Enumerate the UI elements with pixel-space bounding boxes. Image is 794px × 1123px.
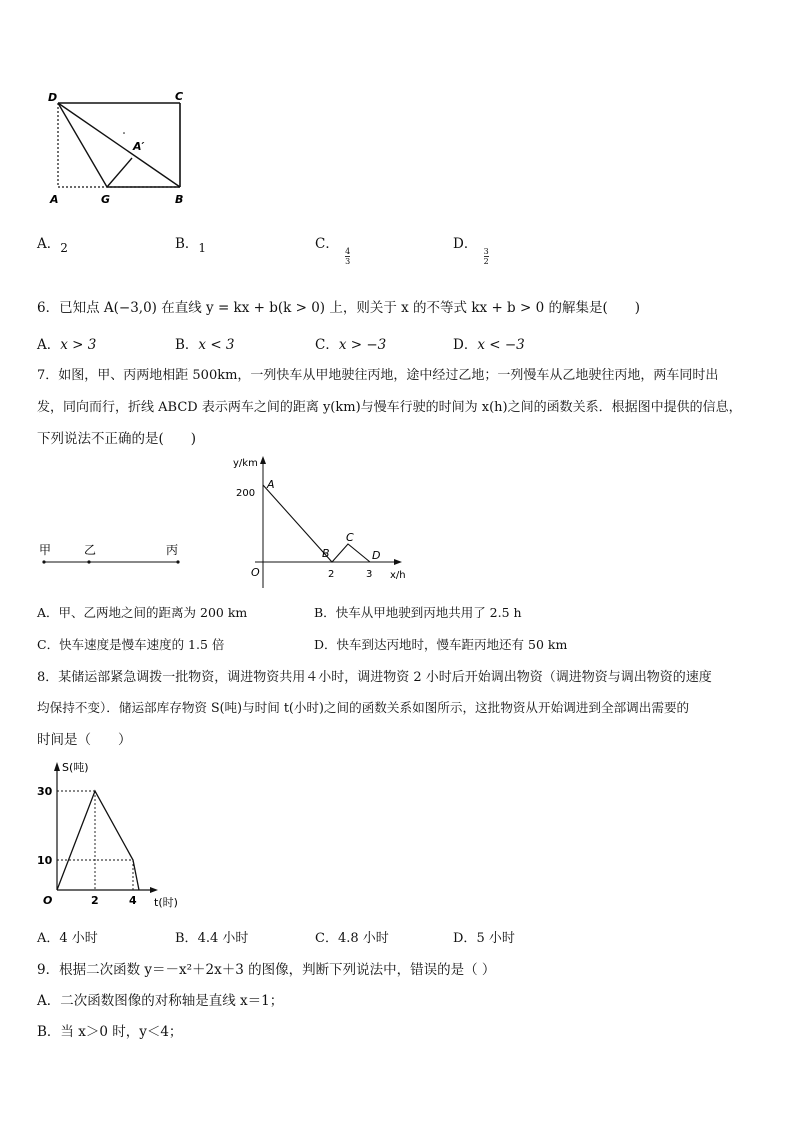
q9-option-a[interactable]: A．二次函数图像的对称轴是直线 x＝1； <box>37 993 284 1009</box>
place-jia: 甲 <box>39 543 52 557</box>
q8-stem-line-2: 均保持不变）．储运部库存物资 S(吨)与时间 t(小时)之间的函数关系如图所示，这批物资从开始调进到全部调出需要的 <box>37 700 690 715</box>
fraction-3-2: $\frac{3}{2}$ <box>483 247 489 266</box>
q7-stem-line-3: 下列说法不正确的是( ) <box>37 431 197 447</box>
y-tick-200: 200 <box>236 488 256 499</box>
q7-option-d[interactable]: D．快车到达丙地时，慢车距丙地还有 50 km <box>314 637 568 652</box>
q8-option-d[interactable]: D．5 小时 <box>453 931 515 946</box>
place-bing: 丙 <box>166 543 179 557</box>
q6-option-a[interactable]: A．x > 3 <box>37 337 97 353</box>
label-A: A <box>50 193 59 206</box>
x-tick-3: 3 <box>366 569 373 580</box>
y-tick-10: 10 <box>37 854 53 867</box>
x-axis-label: x/h <box>390 570 406 581</box>
s-axis-label: S(吨) <box>62 761 89 774</box>
x-tick-2: 2 <box>91 894 99 907</box>
t-axis-label: t(时) <box>154 896 178 909</box>
place-yi: 乙 <box>84 543 97 557</box>
label-D: D <box>48 91 58 104</box>
origin-label: O <box>43 894 53 907</box>
fraction-4-3: $\frac{4}{3}$ <box>345 247 351 266</box>
q9-option-b[interactable]: B．当 x＞0 时，y＜4； <box>37 1024 183 1040</box>
q7-stem-line-1: 7．如图，甲、丙两地相距 500km，一列快车从甲地驶往丙地，途中经过乙地；一列慢车从乙地驶往丙地，两车同时出 <box>37 368 719 383</box>
q7-stem-line-2: 发，同向而行，折线 ABCD 表示两车之间的距离 y(km)与慢车行驶的时间为 x(h)之间的函数关系．根据图中提供的信息， <box>37 400 742 415</box>
q8-stem-line-3: 时间是（ ） <box>37 732 132 748</box>
q6-option-d[interactable]: D．x < −3 <box>453 337 525 353</box>
point-C: C <box>346 531 354 544</box>
q6-stem: 6．已知点 A(−3,0) 在直线 y = kx + b(k > 0) 上，则关于 x 的不等式 kx + b > 0 的解集是( ) <box>37 300 640 316</box>
label-G: G <box>101 193 111 206</box>
q5-option-a[interactable]: A．2 <box>37 236 68 255</box>
q5-option-d[interactable]: D． $\frac{3}{2}$ <box>453 236 489 266</box>
q7-option-c[interactable]: C．快车速度是慢车速度的 1.5 倍 <box>37 637 225 652</box>
q5-option-c[interactable]: C． $\frac{4}{3}$ <box>315 236 351 266</box>
q9-stem: 9．根据二次函数 y＝－x²＋2x＋3 的图像，判断下列说法中，错误的是（ ） <box>37 962 496 978</box>
point-B: B <box>322 547 330 560</box>
label-C: C <box>175 90 184 103</box>
origin-label: O <box>251 566 260 579</box>
q7-option-b[interactable]: B．快车从甲地驶到丙地共用了 2.5 h <box>314 605 522 620</box>
y-tick-30: 30 <box>37 785 53 798</box>
q6-option-b[interactable]: B．x < 3 <box>175 337 235 353</box>
x-tick-4: 4 <box>129 894 137 907</box>
q7-option-a[interactable]: A．甲、乙两地之间的距离为 200 km <box>37 605 248 620</box>
q8-option-c[interactable]: C．4.8 小时 <box>315 931 389 946</box>
q8-option-a[interactable]: A．4 小时 <box>37 931 98 946</box>
label-B: B <box>175 193 184 206</box>
point-A: A <box>267 478 275 491</box>
label-A-prime: A′ <box>133 140 145 153</box>
x-tick-2: 2 <box>328 569 335 580</box>
y-axis-label: y/km <box>233 458 258 469</box>
point-D: D <box>372 549 381 562</box>
q6-option-c[interactable]: C．x > −3 <box>315 337 387 353</box>
q8-stem-line-1: 8．某储运部紧急调拨一批物资，调进物资共用４小时，调进物资 2 小时后开始调出物资（调进物资与调出物资的速度 <box>37 670 712 685</box>
q8-option-b[interactable]: B．4.4 小时 <box>175 931 249 946</box>
q5-option-b[interactable]: B．1 <box>175 236 207 255</box>
